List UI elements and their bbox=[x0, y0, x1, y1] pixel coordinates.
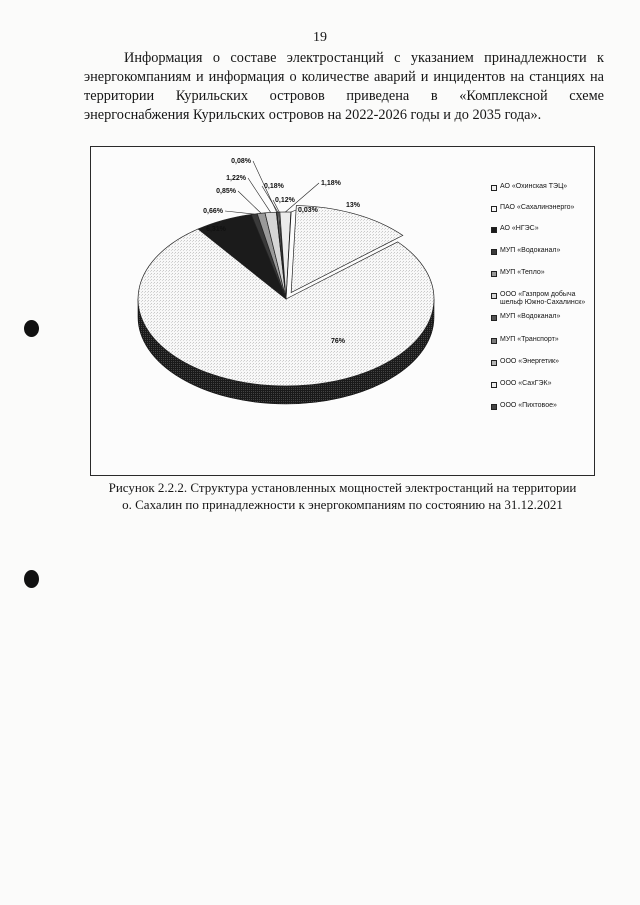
figure-caption bbox=[90, 479, 595, 513]
legend-item bbox=[491, 247, 591, 255]
legend-label: МУП «Водоканал» bbox=[500, 313, 561, 320]
legend-item bbox=[491, 291, 591, 307]
margin-punch-mark bbox=[24, 570, 39, 588]
data-label: 1,22% bbox=[226, 175, 246, 182]
legend-swatch bbox=[491, 249, 497, 255]
legend-label: ООО «Пихтовое» bbox=[500, 402, 557, 409]
legend-item bbox=[491, 269, 591, 277]
intro-paragraph: Информация о составе электростанций с указанием принадлежности к энергокомпаниям и информация о количестве аварий и инцидентов на станциях на территории Курильских островов приведена в «Комплексной схеме энергоснабжения Курильских островов на 2022-2026 годы и до 2035 года». bbox=[84, 50, 604, 123]
legend-label: ООО «Газпром добыча шельф Южно-Сахалинск» bbox=[500, 291, 586, 306]
data-label: 0,12% bbox=[275, 197, 295, 204]
legend-item bbox=[491, 313, 591, 321]
legend-swatch bbox=[491, 404, 497, 410]
data-label: 76% bbox=[330, 338, 346, 345]
legend-item bbox=[491, 183, 591, 191]
legend-swatch bbox=[491, 315, 497, 321]
data-label: 13% bbox=[345, 202, 361, 209]
legend-swatch bbox=[491, 338, 497, 344]
legend-label: АО «Охинская ТЭЦ» bbox=[500, 183, 568, 190]
legend-swatch bbox=[491, 360, 497, 366]
legend-item bbox=[491, 358, 591, 366]
data-label: 1,18% bbox=[321, 180, 341, 187]
legend-label: АО «НГЭС» bbox=[500, 225, 539, 232]
legend-label: МУП «Тепло» bbox=[500, 269, 545, 276]
legend-item bbox=[491, 225, 591, 233]
leader-line bbox=[225, 211, 254, 214]
legend-item bbox=[491, 336, 591, 344]
legend-swatch bbox=[491, 185, 497, 191]
legend-label: МУП «Водоканал» bbox=[500, 247, 561, 254]
legend-item bbox=[491, 402, 591, 410]
figure-caption-line-1: Рисунок 2.2.2. Структура установленных мощностей электростанций на территории bbox=[108, 480, 577, 495]
data-label: 0,03% bbox=[298, 207, 318, 214]
page-number: 19 bbox=[313, 30, 327, 45]
legend-label: ООО «Энергетик» bbox=[500, 358, 559, 365]
legend-label: МУП «Транспорт» bbox=[500, 336, 559, 343]
legend-swatch bbox=[491, 206, 497, 212]
legend-swatch bbox=[491, 382, 497, 388]
legend-label: ООО «СахГЭК» bbox=[500, 380, 552, 387]
legend-item bbox=[491, 380, 591, 388]
legend-item bbox=[491, 204, 591, 212]
data-label: 0,18% bbox=[264, 183, 284, 190]
figure-frame bbox=[90, 146, 595, 476]
legend-label: ПАО «Сахалинэнерго» bbox=[500, 204, 575, 211]
legend-swatch bbox=[491, 271, 497, 277]
leader-line bbox=[291, 210, 296, 212]
data-label: 0,08% bbox=[231, 158, 251, 165]
figure-caption-line-2: о. Сахалин по принадлежности к энергокомпаниям по состоянию на 31.12.2021 bbox=[122, 497, 563, 512]
data-label: 6,31% bbox=[206, 226, 226, 233]
margin-punch-mark bbox=[24, 320, 39, 337]
leader-line bbox=[238, 191, 261, 213]
data-label: 0,66% bbox=[203, 208, 223, 215]
legend-swatch bbox=[491, 227, 497, 233]
pie-chart bbox=[91, 147, 594, 475]
data-label: 0,85% bbox=[216, 188, 236, 195]
legend-swatch bbox=[491, 293, 497, 299]
